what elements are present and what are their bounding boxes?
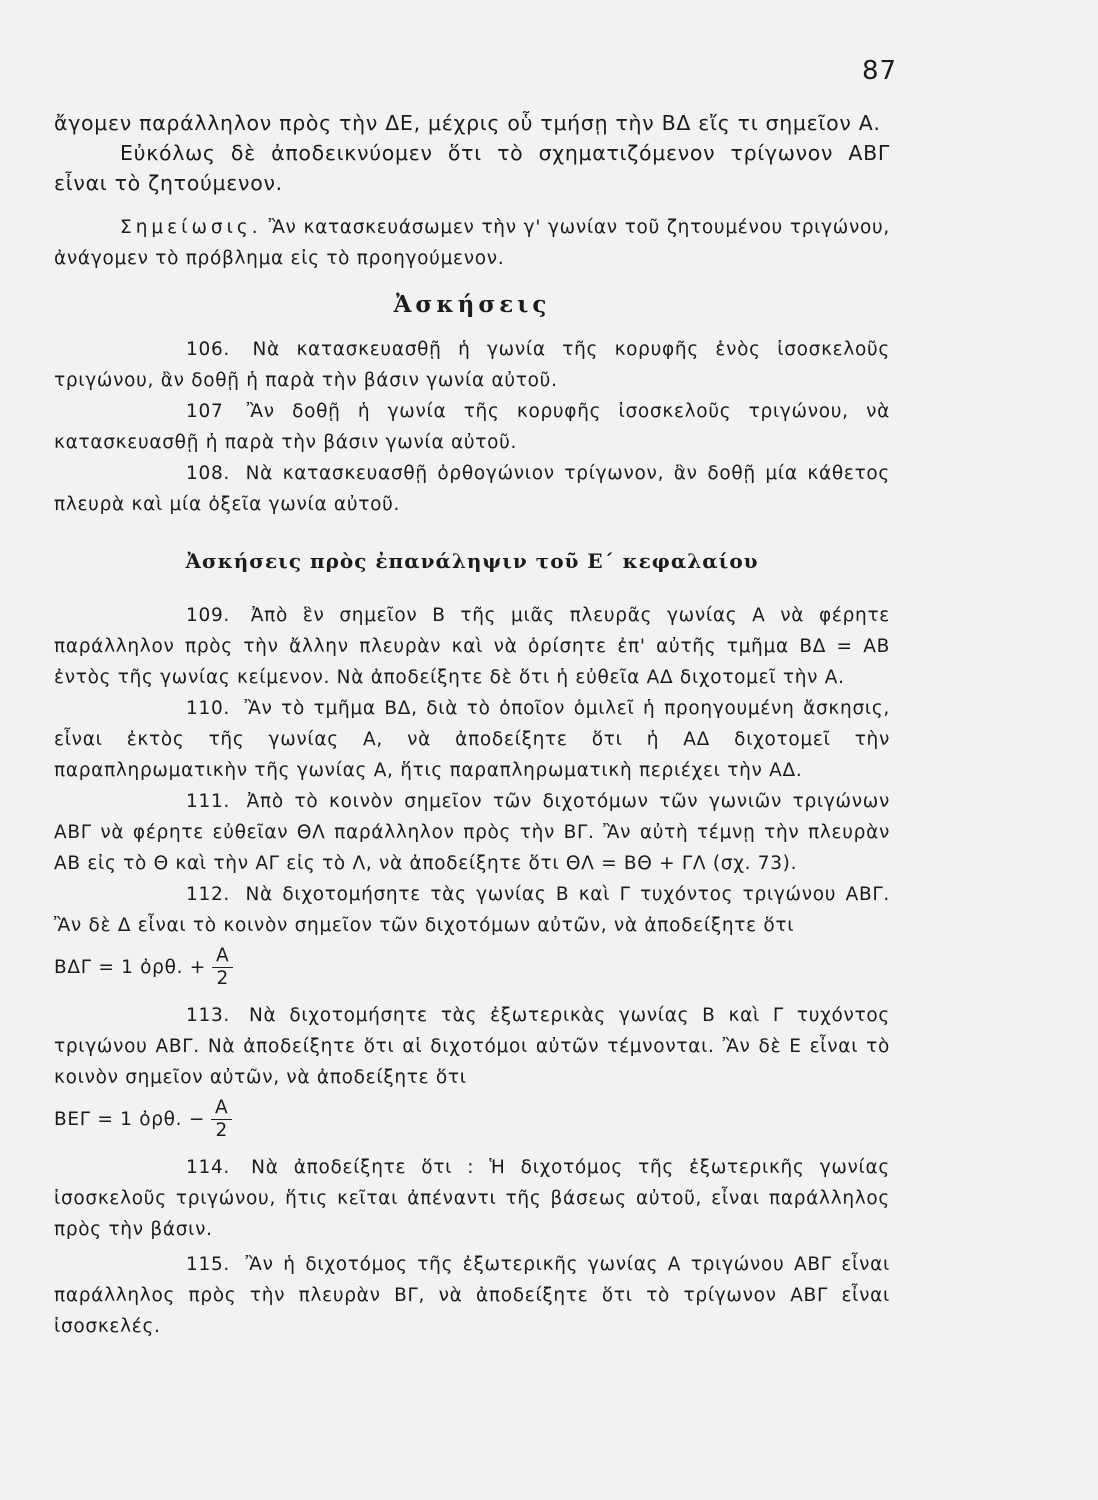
exercise-text: Ἂν τὸ τμῆμα ΒΔ, διὰ τὸ ὁποῖον ὁμιλεῖ ἡ προηγουμένη ἄσκησις, εἶναι ἐκτὸς τῆς γωνίας Α, νὰ ἀποδείξητε ὅτι ἡ ΑΔ διχοτομεῖ τὴν παραπληρωματικὴν τῆς γωνίας Α, ἥτις παραπληρωματικὴ περιέχει τὴν ΑΔ. — [54, 698, 890, 781]
fraction-numerator: Α — [212, 945, 233, 968]
exercise-113 — [54, 1000, 890, 1093]
exercise-106 — [54, 334, 890, 396]
fraction-denominator: 2 — [216, 968, 229, 989]
fraction — [212, 945, 233, 990]
note-paragraph — [54, 212, 890, 274]
exercise-text: Νὰ ἀποδείξητε ὅτι : Ἡ διχοτόμος τῆς ἐξωτερικῆς γωνίας ἰσοσκελοῦς τριγώνου, ἥτις κεῖται ἀπέναντι τῆς βάσεως αὐτοῦ, εἶναι παράλληλος πρὸς τὴν βάσιν. — [54, 1157, 890, 1240]
exercise-number: 113. — [186, 1005, 230, 1026]
formula-left: ΒΔΓ = 1 ὀρθ. + — [54, 956, 207, 978]
page-number: 87 — [862, 56, 898, 86]
page-content — [54, 108, 890, 1342]
exercise-107 — [54, 396, 890, 458]
formula-113 — [54, 1097, 890, 1142]
exercise-text: Νὰ κατασκευασθῇ ἡ γωνία τῆς κορυφῆς ἑνὸς ἰσοσκελοῦς τριγώνου, ἂν δοθῇ ἡ παρὰ τὴν βάσιν γωνία αὐτοῦ. — [54, 339, 890, 391]
exercise-number: 107 — [186, 401, 224, 422]
exercise-text: Ἀπὸ τὸ κοινὸν σημεῖον τῶν διχοτόμων τῶν γωνιῶν τριγώνων ΑΒΓ νὰ φέρητε εὐθεῖαν ΘΛ παράλληλον πρὸς τὴν ΒΓ. Ἂν αὐτὴ τέμνῃ τὴν πλευρὰν ΑΒ εἰς τὸ Θ καὶ τὴν ΑΓ εἰς τὸ Λ, νὰ ἀποδείξητε ὅτι ΘΛ = ΒΘ + ΓΛ (σχ. 73). — [54, 791, 890, 874]
formula-112 — [54, 945, 890, 990]
intro-paragraph-2: Εὐκόλως δὲ ἀποδεικνύομεν ὅτι τὸ σχηματιζόμενον τρίγωνον ΑΒΓ εἶναι τὸ ζητούμενον. — [54, 141, 890, 195]
review-heading: Ἀσκήσεις πρὸς ἐπανάληψιν τοῦ Ε΄ κεφαλαίου — [185, 549, 759, 573]
exercise-number: 114. — [186, 1157, 230, 1178]
exercise-text: Νὰ διχοτομήσητε τὰς γωνίας Β καὶ Γ τυχόντος τριγώνου ΑΒΓ. Ἂν δὲ Δ εἶναι τὸ κοινὸν σημεῖον τῶν διχοτόμων αὐτῶν, νὰ ἀποδείξητε ὅτι — [54, 884, 890, 936]
exercise-text: Νὰ διχοτομήσητε τὰς ἐξωτερικὰς γωνίας Β καὶ Γ τυχόντος τριγώνου ΑΒΓ. Νὰ ἀποδείξητε ὅτι αἱ διχοτόμοι αὐτῶν τέμνονται. Ἂν δὲ Ε εἶναι τὸ κοινὸν σημεῖον αὐτῶν, νὰ ἀποδείξητε ὅτι — [54, 1005, 890, 1088]
fraction-denominator: 2 — [215, 1120, 228, 1141]
exercise-number: 110. — [186, 698, 230, 719]
exercise-108 — [54, 458, 890, 520]
exercise-number: 112. — [186, 884, 230, 905]
exercise-number: 109. — [186, 605, 230, 626]
exercise-115 — [54, 1249, 890, 1342]
formula-left: ΒΕΓ = 1 ὀρθ. − — [54, 1108, 206, 1130]
exercise-text: Νὰ κατασκευασθῇ ὀρθογώνιον τρίγωνον, ἂν δοθῇ μία κάθετος πλευρὰ καὶ μία ὀξεῖα γωνία αὐτοῦ. — [54, 463, 890, 515]
exercise-number: 106. — [186, 339, 230, 360]
exercise-text: Ἂν ἡ διχοτόμος τῆς ἐξωτερικῆς γωνίας Α τριγώνου ΑΒΓ εἶναι παράλληλος πρὸς τὴν πλευρὰν ΒΓ, νὰ ἀποδείξητε ὅτι τὸ τρίγωνον ΑΒΓ εἶναι ἰσοσκελές. — [54, 1254, 890, 1337]
exercise-text: Ἂν δοθῇ ἡ γωνία τῆς κορυφῆς ἰσοσκελοῦς τριγώνου, νὰ κατασκευασθῇ ἡ παρὰ τὴν βάσιν γωνία αὐτοῦ. — [54, 401, 890, 453]
fraction — [211, 1097, 232, 1142]
note-text: Ἂν κατασκευάσωμεν τὴν γ' γωνίαν τοῦ ζητουμένου τριγώνου, ἀνάγομεν τὸ πρόβλημα εἰς τὸ προηγούμενον. — [54, 217, 890, 269]
note-lead: Σημείωσις. — [120, 217, 262, 238]
exercise-114 — [54, 1152, 890, 1245]
exercise-number: 111. — [186, 791, 230, 812]
fraction-numerator: Α — [211, 1097, 232, 1120]
exercise-111 — [54, 786, 890, 879]
exercise-112 — [54, 879, 890, 941]
exercise-text: Ἀπὸ ἓν σημεῖον Β τῆς μιᾶς πλευρᾶς γωνίας Α νὰ φέρητε παράλληλον πρὸς τὴν ἄλλην πλευρὰν καὶ νὰ ὁρίσητε ἐπ' αὐτῆς τμῆμα ΒΔ = ΑΒ ἐντὸς τῆς γωνίας κείμενον. Νὰ ἀποδείξητε δὲ ὅτι ἡ εὐθεῖα ΑΔ διχοτομεῖ τὴν Α. — [54, 605, 890, 688]
exercise-110 — [54, 693, 890, 786]
exercise-number: 115. — [186, 1254, 230, 1275]
exercise-109 — [54, 600, 890, 693]
intro-paragraph-1: ἄγομεν παράλληλον πρὸς τὴν ΔΕ, μέχρις οὗ τμήσῃ τὴν ΒΔ εἴς τι σημεῖον Α. — [54, 111, 881, 135]
exercises-heading: Ἀσκήσεις — [393, 291, 551, 318]
exercise-number: 108. — [186, 463, 230, 484]
